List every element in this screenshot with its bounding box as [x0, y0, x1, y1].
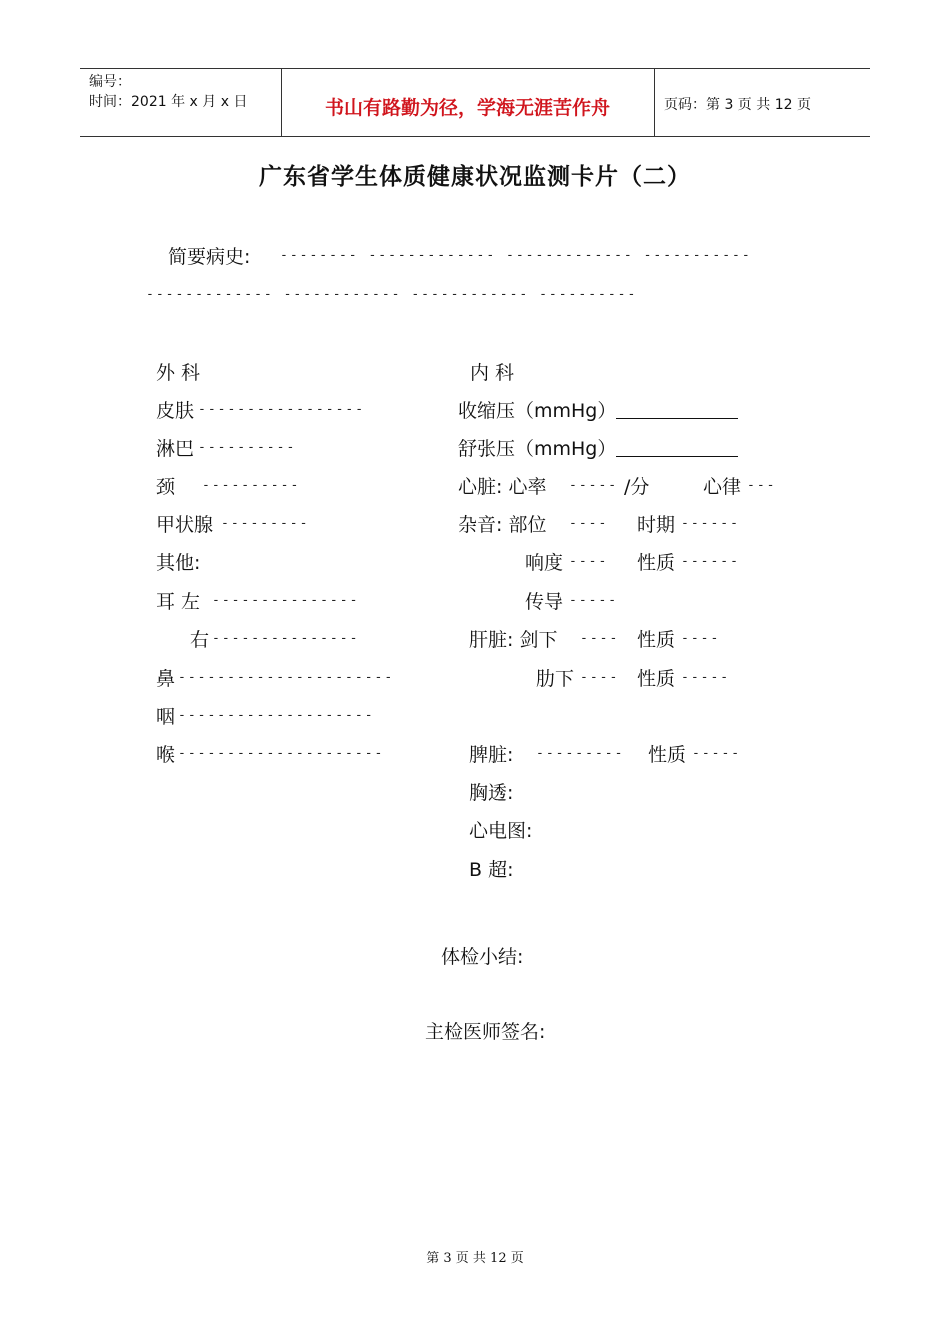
systolic-row	[458, 396, 738, 423]
history-label: 简要病史:	[168, 246, 251, 268]
document-header	[80, 68, 870, 137]
diastolic-label: 舒张压（mmHg）	[458, 438, 617, 460]
header-left-cell	[80, 69, 282, 136]
systolic-field[interactable]	[616, 400, 738, 419]
page-title: 广东省学生体质健康状况监测卡片（二）	[259, 163, 691, 190]
nose-label: 鼻	[156, 668, 176, 690]
ear-right-line: ---------------	[212, 631, 360, 646]
per-minute-label: /分	[624, 476, 650, 498]
loudness-label: 响度	[525, 552, 564, 574]
heart-rate-label: 心脏: 心率	[458, 476, 547, 498]
larynx-label: 喉	[156, 744, 176, 766]
skin-line: -----------------	[198, 402, 366, 417]
spleen-line: ---------	[536, 746, 625, 761]
spleen-nature-label: 性质	[648, 744, 687, 766]
neck-label: 颈	[156, 476, 176, 498]
rib-nature-label: 性质	[637, 668, 676, 690]
b-ultrasound-label: B 超:	[469, 859, 514, 881]
page-footer: 第 3 页 共 12 页	[426, 1251, 524, 1266]
internal-heading: 内 科	[470, 362, 515, 384]
signature-label: 主检医师签名:	[425, 1021, 546, 1043]
thyroid-label: 甲状腺	[156, 514, 214, 536]
history-line-1: -------- ------------- ------------- -----------	[280, 248, 752, 263]
history-line-2: ------------- ------------ ------------ ----------	[146, 287, 638, 302]
diastolic-field[interactable]	[616, 438, 738, 457]
liver-nature-line: ----	[681, 631, 721, 646]
liver-nature-label: 性质	[637, 629, 676, 651]
document-number-label: 编号：	[89, 74, 131, 90]
rib-line: ----	[580, 670, 620, 685]
surgery-heading: 外 科	[156, 362, 201, 384]
pharynx-line: --------------------	[178, 708, 375, 723]
lymph-label: 淋巴	[156, 438, 195, 460]
rhythm-label: 心律	[703, 476, 742, 498]
document-time-label: 时间：2021 年 x 月 x 日	[89, 94, 248, 110]
spleen-label: 脾脏:	[469, 744, 514, 766]
nose-line: ----------------------	[178, 670, 395, 685]
period-label: 时期	[637, 514, 676, 536]
murmur-position-label: 杂音: 部位	[458, 514, 547, 536]
liver-xiphoid-line: ----	[580, 631, 620, 646]
ear-left-line: ---------------	[212, 593, 360, 608]
diastolic-row	[458, 434, 738, 461]
lymph-line: ----------	[198, 440, 297, 455]
skin-label: 皮肤	[156, 400, 195, 422]
heart-rate-line: -----	[569, 478, 619, 493]
pharynx-label: 咽	[156, 706, 176, 728]
murmur-position-line: ----	[569, 516, 609, 531]
murmur-nature-line: ------	[681, 554, 740, 569]
murmur-nature-label: 性质	[637, 552, 676, 574]
chest-xray-label: 胸透:	[469, 782, 514, 804]
larynx-line: ---------------------	[178, 746, 385, 761]
other-label: 其他:	[156, 552, 201, 574]
rib-label: 肋下	[536, 668, 575, 690]
motto-text: 书山有路勤为径，学海无涯苦作舟	[324, 97, 610, 119]
page-number-label: 页码：第 3 页 共 12 页	[664, 97, 811, 113]
header-right-cell	[654, 69, 870, 136]
liver-xiphoid-label: 肝脏: 剑下	[469, 629, 558, 651]
conduction-line: -----	[569, 593, 619, 608]
header-motto-cell	[281, 69, 655, 136]
spleen-nature-line: -----	[692, 746, 742, 761]
conduction-label: 传导	[525, 591, 564, 613]
thyroid-line: ---------	[221, 516, 310, 531]
exam-summary-label: 体检小结:	[441, 946, 524, 968]
loudness-line: ----	[569, 554, 609, 569]
period-line: ------	[681, 516, 740, 531]
neck-line: ----------	[202, 478, 301, 493]
ear-left-label: 耳 左	[156, 591, 201, 613]
ecg-label: 心电图:	[469, 820, 533, 842]
rhythm-line: ---	[747, 478, 777, 493]
systolic-label: 收缩压（mmHg）	[458, 400, 617, 422]
rib-nature-line: -----	[681, 670, 731, 685]
ear-right-label: 右	[190, 629, 210, 651]
